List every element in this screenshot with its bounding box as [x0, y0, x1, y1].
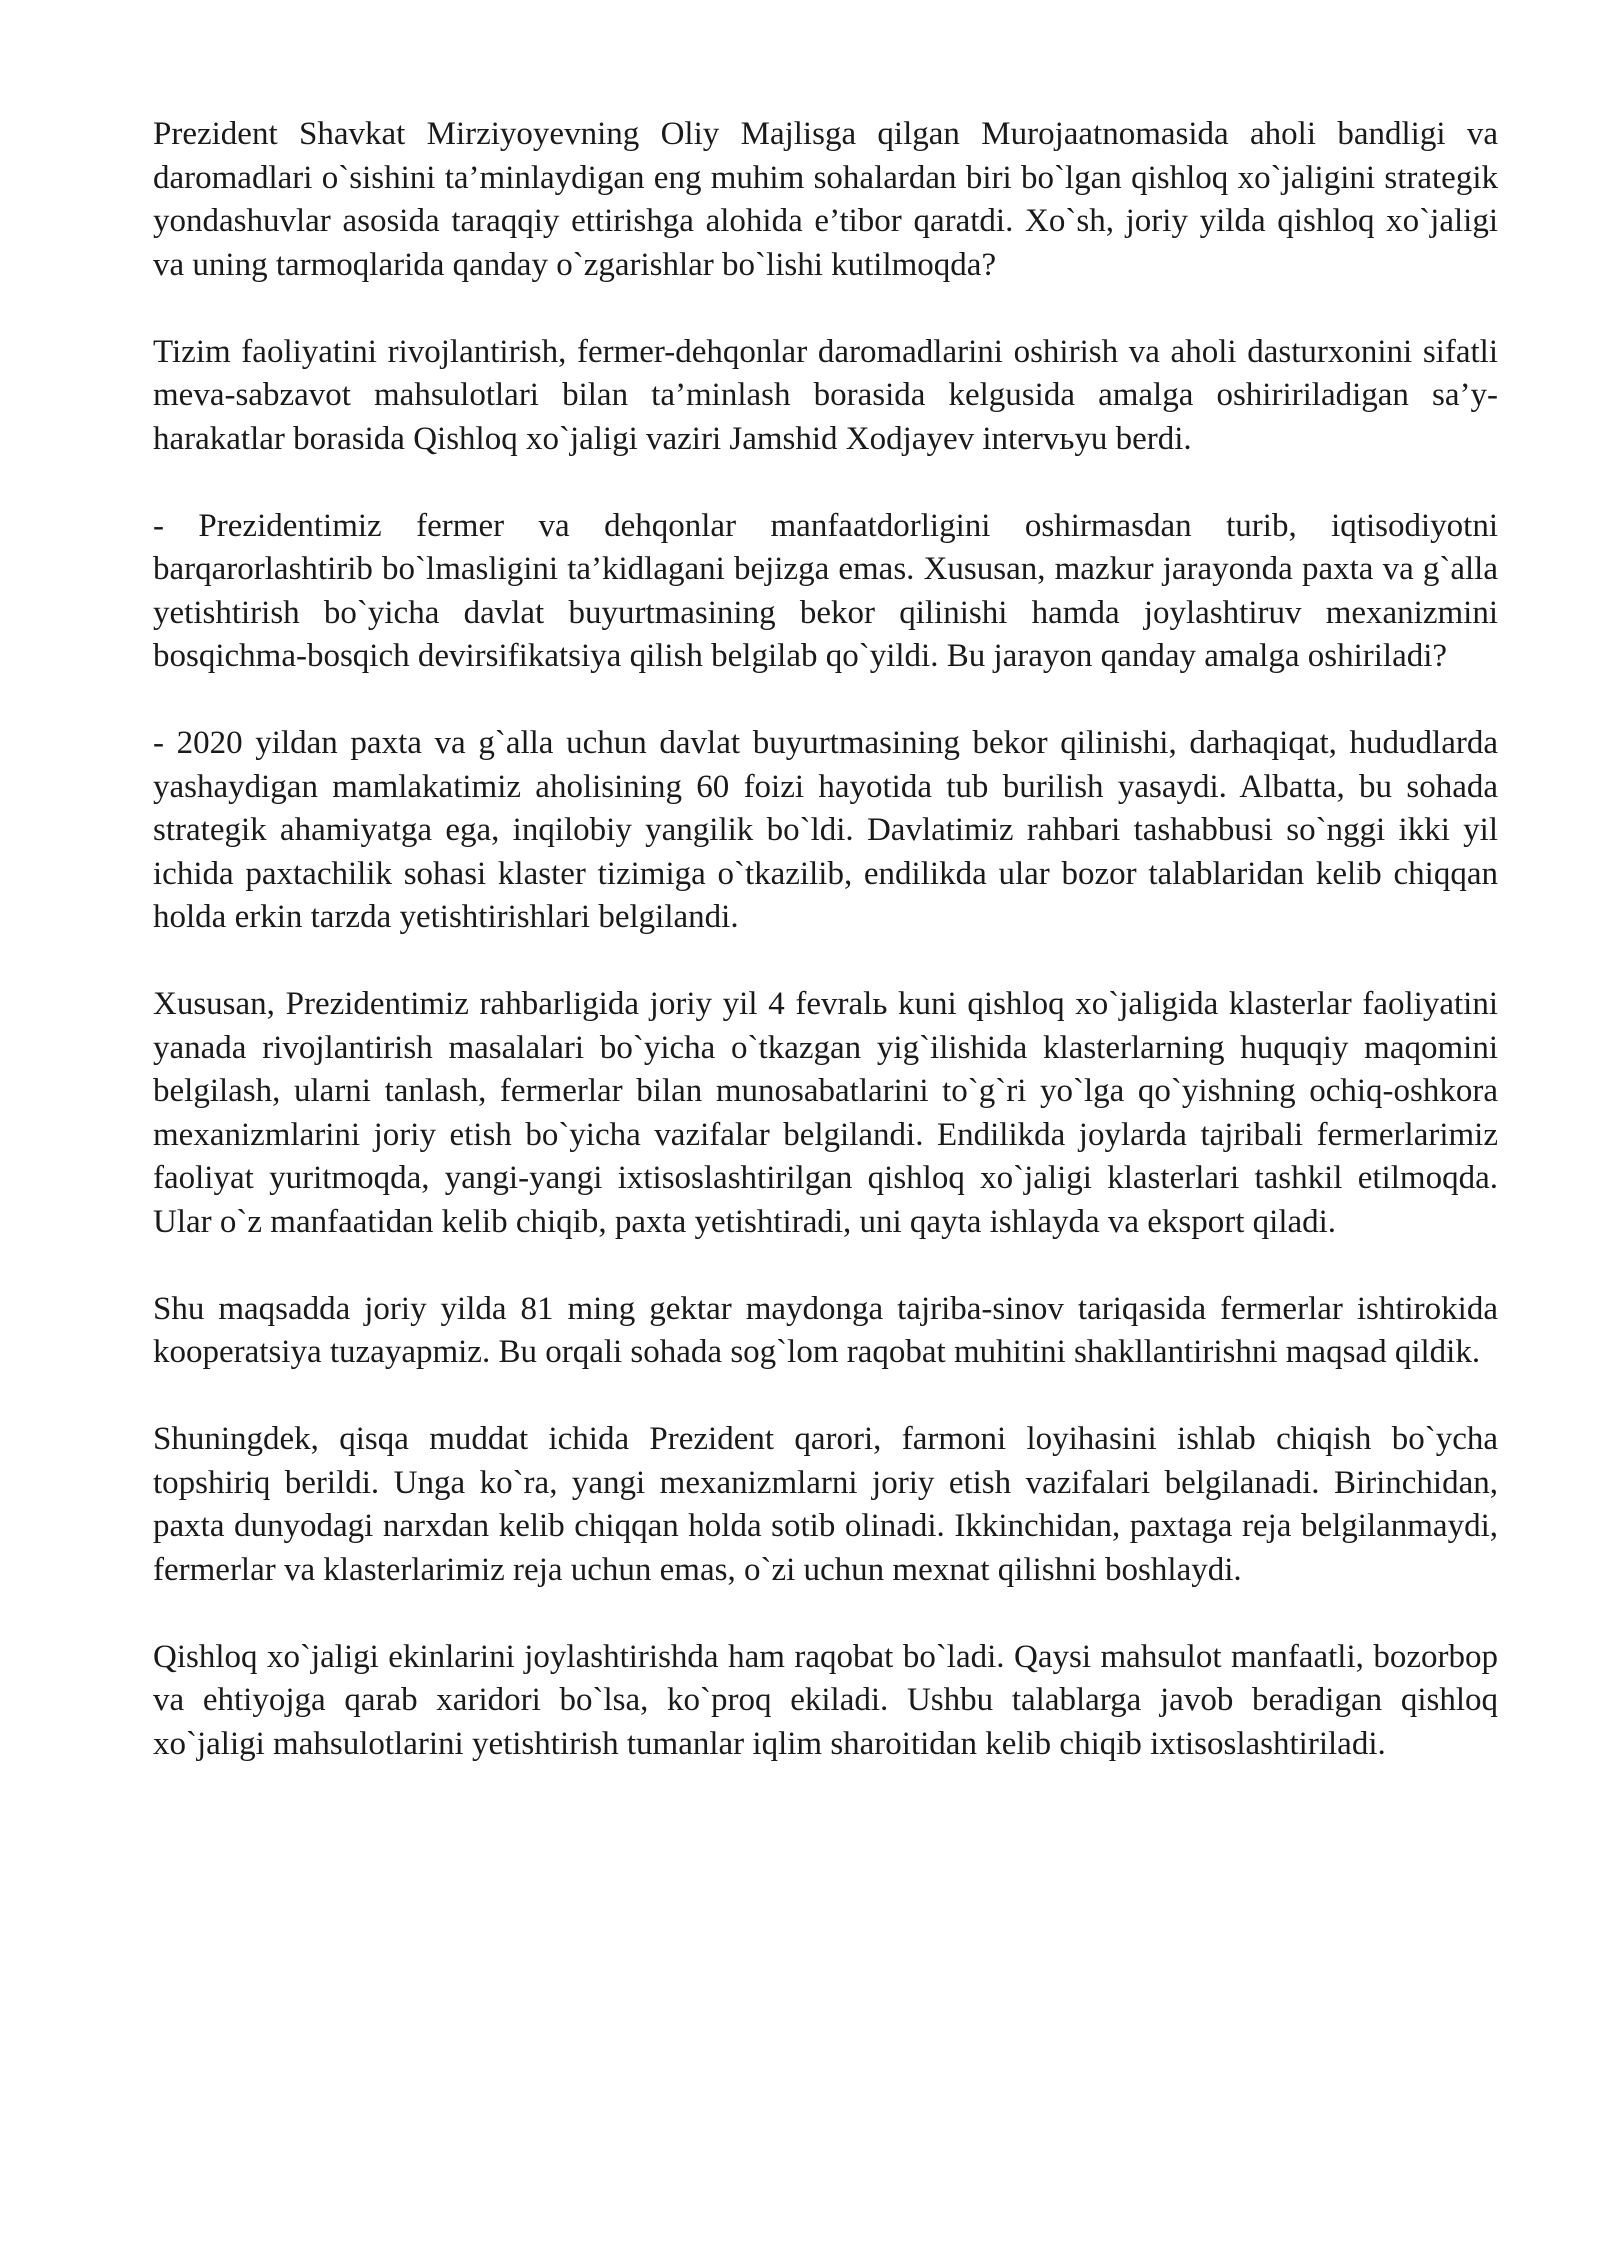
paragraph-4: - 2020 yildan paxta va g`alla uchun davlat buyurtmasining bekor qilinishi, darhaqiqat, hududlarda yashaydigan mamlakatimiz aholisining 60 foizi hayotida tub burilish yasaydi. Albatta, bu sohada strategik ahamiyatga ega, inqilobiy yangilik bo`ldi. Davlatimiz rahbari tashabbusi so`nggi ikki yil ichida paxtachilik sohasi klaster tizimiga o`tkazilib, endilikda ular bozor talablaridan kelib chiqqan holda erkin tarzda yetishtirishlari belgilandi. [153, 725, 1498, 935]
document-body [153, 113, 1498, 1810]
paragraph-5: Xususan, Prezidentimiz rahbarligida joriy yil 4 fevralь kuni qishloq xo`jaligida klasterlar faoliyatini yanada rivojlantirish masalalari bo`yicha o`tkazgan yig`ilishida klasterlarning huquqiy maqomini belgilash, ularni tanlash, fermerlar bilan munosabatlarini to`g`ri yo`lga qo`yishning ochiq-oshkora mexanizmlarini joriy etish bo`yicha vazifalar belgilandi. Endilikda joylarda tajribali fermerlarimiz faoliyat yuritmoqda, yangi-yangi ixtisoslashtirilgan qishloq xo`jaligi klasterlari tashkil etilmoqda. Ular o`z manfaatidan kelib chiqib, paxta yetishtiradi, uni qayta ishlayda va eksport qiladi. [153, 986, 1498, 1240]
paragraph-3: - Prezidentimiz fermer va dehqonlar manfaatdorligini oshirmasdan turib, iqtisodiyotni barqarorlashtirib bo`lmasligini ta’kidlagani bejizga emas. Xususan, mazkur jarayonda paxta va g`alla yetishtirish bo`yicha davlat buyurtmasining bekor qilinishi hamda joylashtiruv mexanizmini bosqichma-bosqich devirsifikatsiya qilish belgilab qo`yildi. Bu jarayon qanday amalga oshiriladi? [153, 507, 1498, 674]
paragraph-7: Shuningdek, qisqa muddat ichida Prezident qarori, farmoni loyihasini ishlab chiqish bo`ycha topshiriq berildi. Unga ko`ra, yangi mexanizmlarni joriy etish vazifalari belgilanadi. Birinchidan, paxta dunyodagi narxdan kelib chiqqan holda sotib olinadi. Ikkinchidan, paxtaga reja belgilanmaydi, fermerlar va klasterlarimiz reja uchun emas, o`zi uchun mexnat qilishni boshlaydi. [153, 1421, 1498, 1588]
paragraph-6: Shu maqsadda joriy yilda 81 ming gektar maydonga tajriba-sinov tariqasida fermerlar ishtirokida kooperatsiya tuzayapmiz. Bu orqali sohada sog`lom raqobat muhitini shakllantirishni maqsad qildik. [153, 1290, 1498, 1370]
paragraph-8: Qishloq xo`jaligi ekinlarini joylashtirishda ham raqobat bo`ladi. Qaysi mahsulot manfaatli, bozorbop va ehtiyojga qarab xaridori bo`lsa, ko`proq ekiladi. Ushbu talablarga javob beradigan qishloq xo`jaligi mahsulotlarini yetishtirish tumanlar iqlim sharoitidan kelib chiqib ixtisoslashtiriladi. [153, 1638, 1498, 1762]
paragraph-2: Tizim faoliyatini rivojlantirish, fermer-dehqonlar daromadlarini oshirish va aholi dasturxonini sifatli meva-sabzavot mahsulotlari bilan ta’minlash borasida kelgusida amalga oshiririladigan sa’y-harakatlar borasida Qishloq xo`jaligi vaziri Jamshid Xodjayev intervьyu berdi. [153, 333, 1498, 457]
paragraph-1: Prezident Shavkat Mirziyoyevning Oliy Majlisga qilgan Murojaatnomasida aholi bandligi va daromadlari o`sishini ta’minlaydigan eng muhim sohalardan biri bo`lgan qishloq xo`jaligini strategik yondashuvlar asosida taraqqiy ettirishga alohida e’tibor qaratdi. Xo`sh, joriy yilda qishloq xo`jaligi va uning tarmoqlarida qanday o`zgarishlar bo`lishi kutilmoqda? [153, 116, 1498, 283]
